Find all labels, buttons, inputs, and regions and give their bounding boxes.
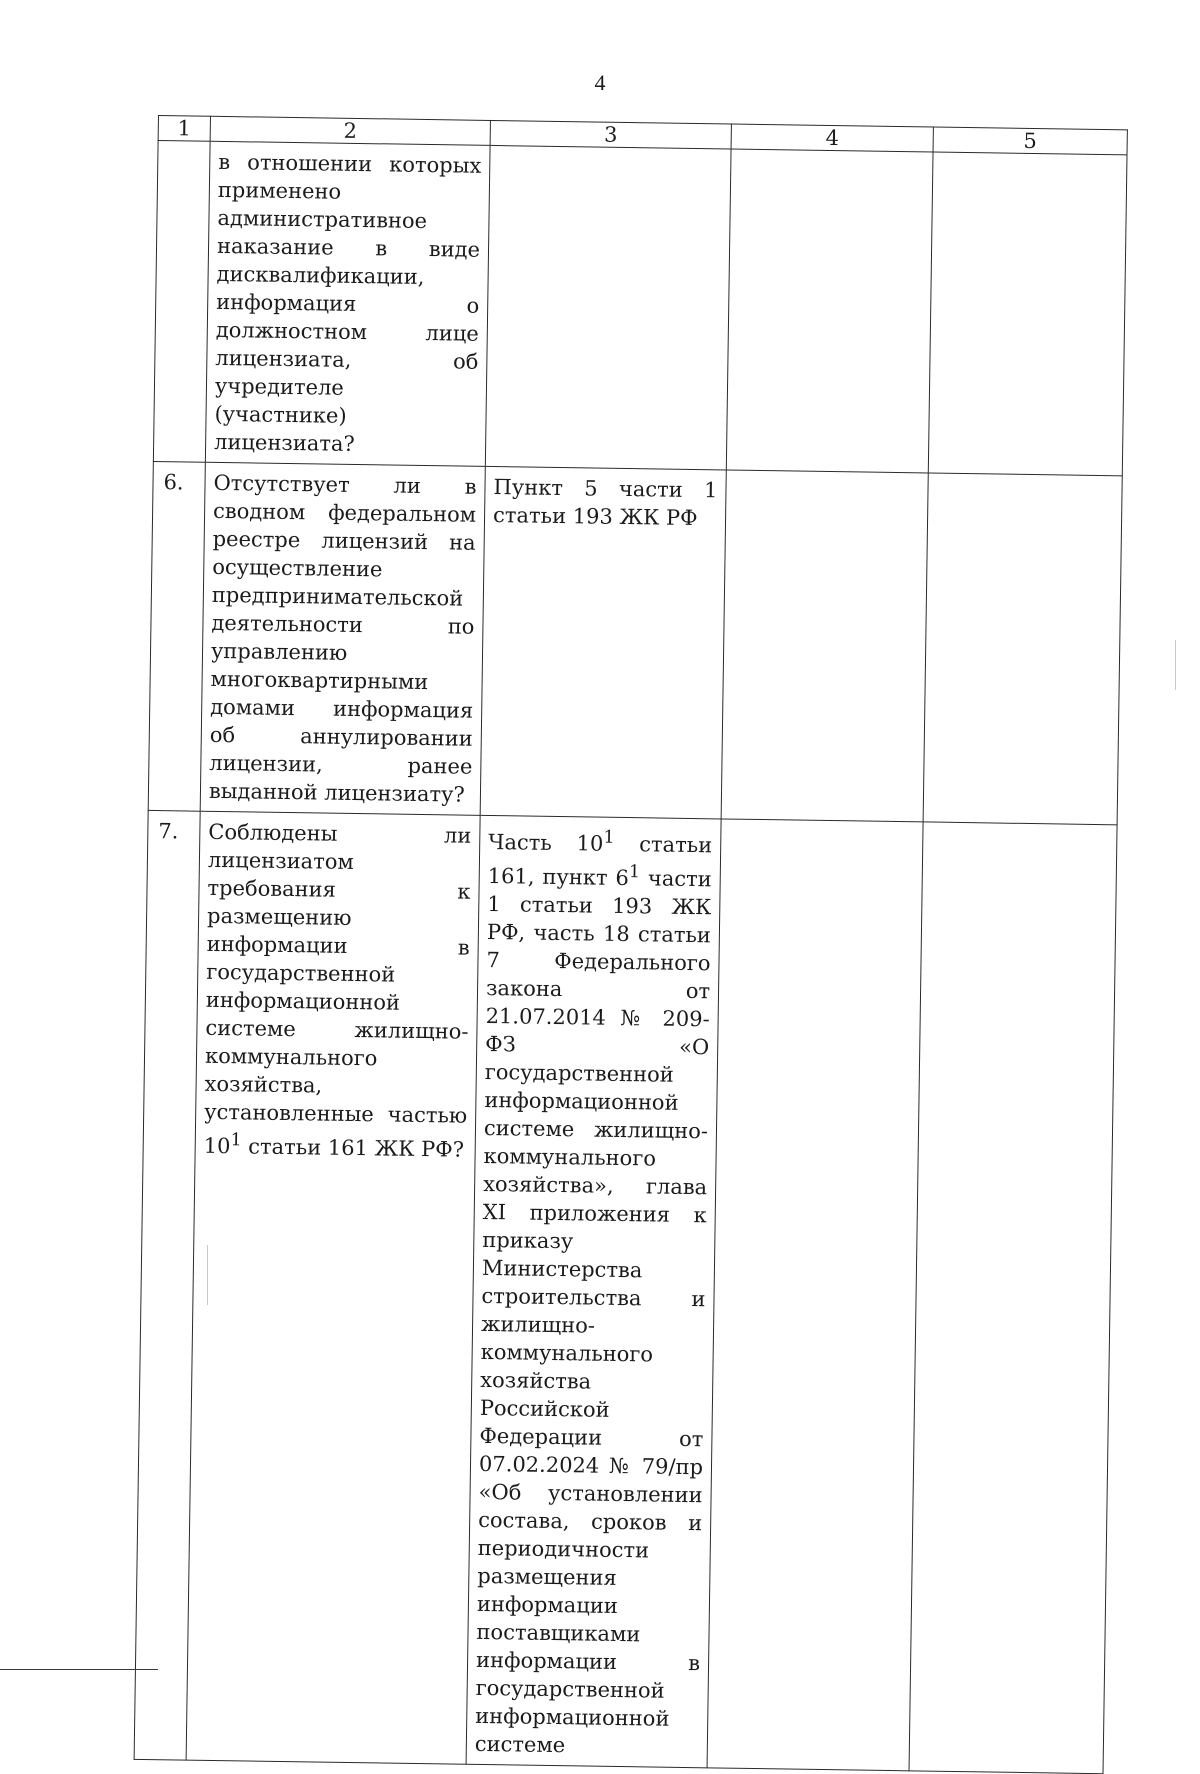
basis-text: части 1 статьи 193 ЖК РФ, часть 18 статьи 7 Федерального закона от 21.07.2014 № 209-ФЗ «О государственной информационной системе жилищно-коммунального хозяйства», глава XI приложения к приказу Министерства строительства и жилищно-коммунального хозяйства Российской Федерации от 07.02.2024 № 79/пр «Об установлении состава, сроков и периодичности размещения информации поставщиками информации в государственной информационной системе: [474, 866, 712, 1758]
scan-artifact: [1175, 640, 1176, 690]
table-row: [153, 141, 1127, 476]
header-col-4: 4: [731, 124, 933, 152]
legal-basis-cell: Пункт 5 части 1 статьи 193 ЖК РФ: [480, 466, 726, 819]
row-number: 7.: [134, 810, 200, 1760]
header-col-5: 5: [933, 127, 1127, 155]
row-number: [153, 141, 210, 463]
basis-text: статьи 161, пункт 6: [487, 831, 713, 891]
row-number: 6.: [148, 461, 205, 811]
question-cell: в отношении которых применено административное наказание в виде дисквалификации, информация о должностном лице лицензиата, об учредителе (участнике) лицензиата?: [205, 141, 490, 466]
inspection-table: [137, 115, 1128, 1758]
page-number: 4: [594, 70, 606, 95]
superscript: 1: [603, 827, 615, 848]
superscript: 1: [628, 862, 641, 883]
question-text-end: статьи 161 ЖК РФ?: [241, 1134, 465, 1162]
note-cell: [909, 822, 1117, 1774]
table-row: [148, 461, 1122, 824]
legal-basis-cell: [485, 145, 731, 470]
answer-cell: [721, 470, 928, 822]
header-col-2: 2: [210, 116, 490, 145]
note-cell: [923, 473, 1122, 825]
legal-basis-cell: [466, 815, 721, 1767]
basis-text: Часть 10: [488, 829, 604, 856]
superscript: 1: [230, 1130, 242, 1151]
header-col-1: 1: [158, 116, 210, 142]
checklist-table: [134, 115, 1128, 1774]
answer-cell: [726, 149, 933, 473]
answer-cell: [707, 819, 923, 1771]
scan-artifact: [207, 1245, 208, 1305]
footnote-separator: [0, 1669, 158, 1670]
table-row: [134, 810, 1117, 1773]
question-cell: Отсутствует ли в сводном федеральном реестре лицензий на осуществление предпринимательской деятельности по управлению многоквартирными домами информация об аннулировании лицензии, ранее выданной лицензиату?: [200, 462, 485, 815]
header-col-3: 3: [490, 120, 731, 149]
question-cell: [186, 811, 480, 1764]
question-text: Соблюдены ли лицензиатом требования к размещению информации в государственной информационной системе жилищно-коммунального хозяйства, установленные частью 10: [203, 819, 472, 1159]
note-cell: [928, 152, 1127, 476]
